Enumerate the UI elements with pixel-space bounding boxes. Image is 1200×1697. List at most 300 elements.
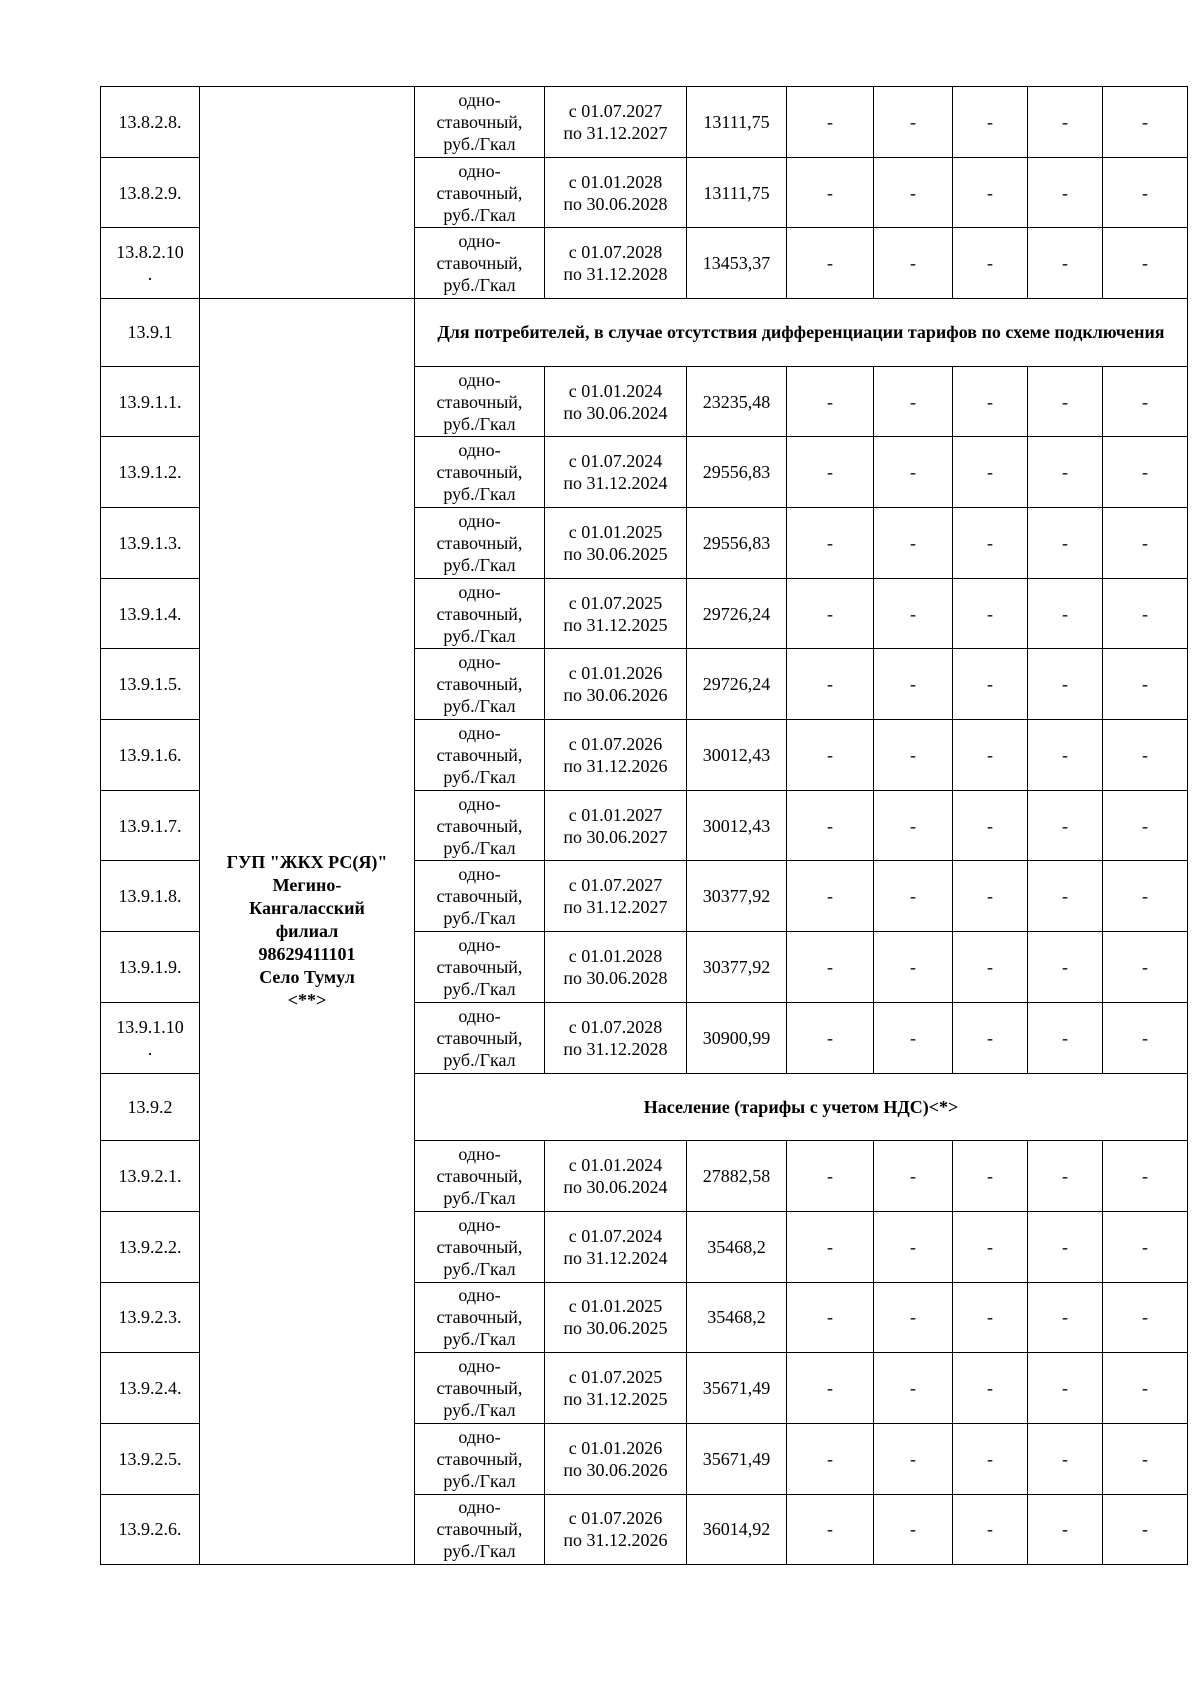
rate-type-line: ставочный, [436,815,523,836]
rate-type-line: руб./Гкал [443,1258,516,1279]
empty-value-dash: - [874,157,953,228]
validity-period-line: по 31.12.2025 [563,614,668,635]
empty-value-dash: - [953,720,1028,791]
empty-value-dash: - [953,790,1028,861]
empty-value-dash: - [1103,790,1188,861]
validity-period [545,861,687,932]
rate-type-line: одно- [458,581,501,602]
table-body [101,87,1188,1565]
rate-type-line: руб./Гкал [443,275,516,296]
row-number-line: 13.9.1.6. [118,744,182,765]
tariff-value: 35671,49 [687,1423,787,1494]
validity-period-line: по 31.12.2024 [563,473,668,494]
validity-period-line: с 01.07.2024 [568,451,663,472]
row-number [101,649,200,720]
row-number-line: . [147,264,153,285]
empty-value-dash: - [1028,1211,1103,1282]
empty-value-dash: - [874,578,953,649]
rate-type-line: одно- [458,652,501,673]
row-number [101,299,200,367]
rate-type [415,790,545,861]
empty-value-dash: - [1028,87,1103,158]
empty-value-dash: - [787,508,874,579]
tariff-value: 29556,83 [687,508,787,579]
empty-value-dash: - [1103,578,1188,649]
rate-type [415,578,545,649]
rate-type [415,720,545,791]
empty-value-dash: - [953,157,1028,228]
tariff-value: 13453,37 [687,228,787,299]
row-number-line: 13.8.2.9. [118,182,182,203]
validity-period-line: по 31.12.2028 [563,264,668,285]
empty-value-dash: - [787,1353,874,1424]
tariff-value: 30900,99 [687,1002,787,1073]
validity-period-line: с 01.07.2026 [568,733,663,754]
validity-period [545,1282,687,1353]
validity-period-line: по 31.12.2025 [563,1389,668,1410]
empty-value-dash: - [874,1494,953,1565]
empty-value-dash: - [953,649,1028,720]
empty-value-dash: - [787,1423,874,1494]
section-row [101,299,1188,367]
validity-period-line: с 01.01.2026 [568,1437,663,1458]
row-number [101,87,200,158]
empty-value-dash: - [1103,1282,1188,1353]
rate-type-line: одно- [458,722,501,743]
validity-period [545,1353,687,1424]
row-number-line: 13.9.2.6. [118,1519,182,1540]
rate-type-line: ставочный, [436,462,523,483]
rate-type-line: одно- [458,864,501,885]
rate-type [415,1494,545,1565]
validity-period-line: с 01.07.2024 [568,1225,663,1246]
validity-period [545,649,687,720]
row-number-line: 13.9.1.1. [118,391,182,412]
row-number-line: 13.9.2.1. [118,1165,182,1186]
empty-value-dash: - [1103,437,1188,508]
row-number [101,861,200,932]
empty-value-dash: - [1028,932,1103,1003]
empty-value-dash: - [787,1282,874,1353]
row-number [101,720,200,791]
rate-type [415,932,545,1003]
rate-type-line: ставочный, [436,1519,523,1540]
empty-value-dash: - [787,366,874,437]
rate-type-line: одно- [458,160,501,181]
empty-value-dash: - [1103,1211,1188,1282]
validity-period-line: с 01.07.2027 [568,100,663,121]
rate-type-line: ставочный, [436,603,523,624]
validity-period [545,228,687,299]
validity-period [545,87,687,158]
empty-value-dash: - [953,1282,1028,1353]
empty-value-dash: - [874,861,953,932]
empty-value-dash: - [874,228,953,299]
rate-type-line: руб./Гкал [443,1470,516,1491]
rate-type-line: одно- [458,793,501,814]
tariff-value: 29726,24 [687,578,787,649]
empty-value-dash: - [953,1002,1028,1073]
empty-value-dash: - [1028,437,1103,508]
empty-value-dash: - [1028,1141,1103,1212]
empty-value-dash: - [787,1211,874,1282]
empty-value-dash: - [1103,87,1188,158]
organization-name [200,299,415,1565]
empty-value-dash: - [1103,649,1188,720]
rate-type-line: ставочный, [436,182,523,203]
empty-value-dash: - [874,1211,953,1282]
empty-value-dash: - [787,228,874,299]
rate-type [415,437,545,508]
rate-type-line: руб./Гкал [443,1329,516,1350]
empty-value-dash: - [953,228,1028,299]
validity-period [545,578,687,649]
empty-value-dash: - [874,1353,953,1424]
empty-value-dash: - [787,720,874,791]
validity-period-line: по 30.06.2026 [563,685,668,706]
empty-value-dash: - [953,1353,1028,1424]
row-number [101,1494,200,1565]
row-number [101,366,200,437]
tariff-value: 30012,43 [687,790,787,861]
empty-value-dash: - [787,1494,874,1565]
rate-type-line: руб./Гкал [443,979,516,999]
organization-name-line: Кангаласский [249,898,365,919]
empty-value-dash: - [953,1423,1028,1494]
empty-value-dash: - [787,87,874,158]
rate-type-line: одно- [458,1005,501,1026]
empty-value-dash: - [1103,1141,1188,1212]
row-number-line: 13.9.2.5. [118,1448,182,1469]
rate-type-line: одно- [458,1214,501,1235]
validity-period [545,508,687,579]
empty-value-dash: - [787,157,874,228]
rate-type-line: одно- [458,1497,501,1518]
validity-period-line: по 31.12.2027 [563,897,668,918]
validity-period-line: с 01.01.2028 [568,171,663,192]
validity-period-line: с 01.07.2025 [568,592,663,613]
row-number-line: 13.9.1.9. [118,957,182,977]
row-number-line: 13.9.1.7. [118,815,182,836]
tariff-value: 30012,43 [687,720,787,791]
validity-period-line: с 01.01.2026 [568,663,663,684]
validity-period-line: по 31.12.2024 [563,1247,668,1268]
tariff-value: 13111,75 [687,157,787,228]
empty-value-dash: - [1103,508,1188,579]
empty-value-dash: - [1028,1423,1103,1494]
row-number [101,578,200,649]
empty-value-dash: - [953,1141,1028,1212]
tariff-value: 27882,58 [687,1141,787,1212]
empty-value-dash: - [874,1141,953,1212]
rate-type [415,228,545,299]
rate-type-line: одно- [458,1356,501,1377]
tariff-value: 29556,83 [687,437,787,508]
rate-type-line: одно- [458,1143,501,1164]
organization-name-line: филиал [275,921,339,942]
rate-type [415,649,545,720]
rate-type-line: ставочный, [436,391,523,412]
rate-type-line: одно- [458,440,501,461]
validity-period-line: по 30.06.2028 [563,193,668,214]
validity-period-line: с 01.07.2026 [568,1508,663,1529]
section-heading: Для потребителей, в случае отсутствия дифференциации тарифов по схеме подключения [415,299,1188,367]
tariff-value: 30377,92 [687,861,787,932]
validity-period-line: по 30.06.2025 [563,543,668,564]
rate-type-line: ставочный, [436,1378,523,1399]
empty-value-dash: - [787,578,874,649]
row-number [101,1002,200,1073]
rate-type [415,1353,545,1424]
empty-value-dash: - [787,932,874,1003]
empty-value-dash: - [1103,1353,1188,1424]
rate-type [415,508,545,579]
row-number-line: 13.9.1.10 [116,1016,184,1037]
row-number-line: 13.9.2.3. [118,1307,182,1328]
rate-type [415,157,545,228]
organization-name-line: Мегино- [272,875,342,896]
empty-value-dash: - [787,437,874,508]
validity-period-line: с 01.07.2025 [568,1367,663,1388]
rate-type-line: руб./Гкал [443,1049,516,1070]
rate-type-line: ставочный, [436,253,523,274]
empty-value-dash: - [1103,720,1188,791]
rate-type-line: руб./Гкал [443,484,516,505]
rate-type-line: ставочный, [436,1236,523,1257]
row-number [101,157,200,228]
rate-type-line: руб./Гкал [443,696,516,717]
organization-blank-cell [200,87,415,299]
validity-period-line: по 30.06.2027 [563,826,668,847]
rate-type-line: руб./Гкал [443,1400,516,1421]
empty-value-dash: - [787,790,874,861]
validity-period-line: с 01.07.2028 [568,242,663,263]
empty-value-dash: - [874,1002,953,1073]
tariff-value: 23235,48 [687,366,787,437]
validity-period-line: по 30.06.2025 [563,1318,668,1339]
rate-type [415,1282,545,1353]
empty-value-dash: - [1028,720,1103,791]
empty-value-dash: - [953,1211,1028,1282]
empty-value-dash: - [874,1282,953,1353]
validity-period [545,790,687,861]
empty-value-dash: - [874,437,953,508]
rate-type-line: ставочный, [436,886,523,907]
row-number-line: . [147,1038,153,1059]
rate-type-line: руб./Гкал [443,554,516,575]
tariff-value: 29726,24 [687,649,787,720]
rate-type [415,87,545,158]
empty-value-dash: - [1028,861,1103,932]
rate-type-line: одно- [458,935,501,955]
tariff-value: 30377,92 [687,932,787,1003]
validity-period-line: с 01.07.2027 [568,875,663,896]
rate-type-line: руб./Гкал [443,625,516,646]
row-number-line: 13.8.2.8. [118,111,182,132]
row-number-line: 13.9.1.3. [118,532,182,553]
rate-type-line: ставочный, [436,1307,523,1328]
rate-type-line: одно- [458,1285,501,1306]
row-number [101,790,200,861]
empty-value-dash: - [1103,1002,1188,1073]
empty-value-dash: - [874,508,953,579]
rate-type-line: ставочный, [436,1165,523,1186]
organization-name-line: 98629411101 [258,944,356,965]
empty-value-dash: - [1028,578,1103,649]
validity-period-line: по 31.12.2026 [563,1530,668,1551]
empty-value-dash: - [1028,649,1103,720]
rate-type-line: ставочный, [436,674,523,695]
empty-value-dash: - [953,87,1028,158]
rate-type-line: одно- [458,1426,501,1447]
rate-type-line: руб./Гкал [443,908,516,929]
empty-value-dash: - [953,861,1028,932]
validity-period [545,1002,687,1073]
rate-type-line: ставочный, [436,1027,523,1048]
tariff-value: 35468,2 [687,1211,787,1282]
validity-period-line: по 30.06.2026 [563,1459,668,1480]
empty-value-dash: - [874,720,953,791]
row-number [101,508,200,579]
row-number-line: 13.9.1.4. [118,603,182,624]
rate-type-line: ставочный, [436,111,523,132]
rate-type-line: руб./Гкал [443,1541,516,1562]
validity-period [545,1423,687,1494]
organization-name-line: Село Тумул [259,967,355,988]
row-number-line: 13.9.1.5. [118,674,182,695]
rate-type [415,1211,545,1282]
rate-type-line: руб./Гкал [443,837,516,858]
rate-type-line: руб./Гкал [443,1187,516,1208]
validity-period [545,157,687,228]
validity-period [545,1494,687,1565]
validity-period-line: с 01.01.2027 [568,804,663,825]
empty-value-dash: - [1103,932,1188,1003]
table-row [101,87,1188,158]
tariff-value: 36014,92 [687,1494,787,1565]
row-number [101,1073,200,1141]
row-number-line: 13.9.2.4. [118,1378,182,1399]
empty-value-dash: - [1028,157,1103,228]
validity-period-line: с 01.01.2028 [568,946,663,966]
rate-type-line: руб./Гкал [443,204,516,225]
validity-period [545,1211,687,1282]
empty-value-dash: - [874,87,953,158]
empty-value-dash: - [953,508,1028,579]
row-number [101,1141,200,1212]
empty-value-dash: - [1028,508,1103,579]
empty-value-dash: - [787,649,874,720]
organization-name-line: ГУП "ЖКХ РС(Я)" [226,852,388,873]
row-number [101,437,200,508]
validity-period-line: по 31.12.2028 [563,1038,668,1059]
row-number-line: 13.9.1.8. [118,886,182,907]
empty-value-dash: - [787,861,874,932]
empty-value-dash: - [1103,366,1188,437]
row-number-line: 13.8.2.10 [116,242,184,263]
rate-type-line: руб./Гкал [443,413,516,434]
organization-name-line: <**> [287,990,327,1011]
empty-value-dash: - [1028,1282,1103,1353]
empty-value-dash: - [1103,157,1188,228]
validity-period-line: с 01.01.2024 [568,380,663,401]
rate-type-line: одно- [458,369,501,390]
row-number [101,228,200,299]
validity-period [545,1141,687,1212]
empty-value-dash: - [874,790,953,861]
empty-value-dash: - [953,437,1028,508]
empty-value-dash: - [874,649,953,720]
validity-period-line: по 30.06.2028 [563,968,668,988]
rate-type [415,1423,545,1494]
empty-value-dash: - [787,1002,874,1073]
empty-value-dash: - [1028,366,1103,437]
empty-value-dash: - [953,366,1028,437]
empty-value-dash: - [953,932,1028,1003]
rate-type [415,1002,545,1073]
validity-period [545,366,687,437]
empty-value-dash: - [953,578,1028,649]
validity-period-line: по 31.12.2026 [563,755,668,776]
row-number [101,1282,200,1353]
row-number [101,932,200,1003]
row-number [101,1211,200,1282]
empty-value-dash: - [1028,1494,1103,1565]
rate-type-line: руб./Гкал [443,133,516,154]
row-number [101,1423,200,1494]
validity-period-line: по 30.06.2024 [563,402,668,423]
row-number-line: 13.9.1 [127,322,173,343]
empty-value-dash: - [874,366,953,437]
validity-period [545,437,687,508]
rate-type-line: ставочный, [436,957,523,977]
validity-period [545,720,687,791]
empty-value-dash: - [1028,1353,1103,1424]
validity-period [545,932,687,1003]
section-heading: Население (тарифы с учетом НДС)<*> [415,1073,1188,1141]
empty-value-dash: - [1028,228,1103,299]
tariff-value: 13111,75 [687,87,787,158]
validity-period-line: с 01.07.2028 [568,1016,663,1037]
rate-type [415,861,545,932]
empty-value-dash: - [787,1141,874,1212]
empty-value-dash: - [1103,1423,1188,1494]
rate-type-line: ставочный, [436,1448,523,1469]
rate-type-line: ставочный, [436,744,523,765]
row-number [101,1353,200,1424]
empty-value-dash: - [1103,228,1188,299]
empty-value-dash: - [953,1494,1028,1565]
validity-period-line: по 31.12.2027 [563,122,668,143]
rate-type-line: одно- [458,231,501,252]
empty-value-dash: - [874,932,953,1003]
validity-period-line: с 01.01.2025 [568,521,663,542]
empty-value-dash: - [1103,1494,1188,1565]
row-number-line: 13.9.2 [127,1096,173,1117]
rate-type-line: одно- [458,510,501,531]
validity-period-line: с 01.01.2024 [568,1154,663,1175]
rate-type-line: руб./Гкал [443,766,516,787]
row-number-line: 13.9.1.2. [118,462,182,483]
tariff-value: 35671,49 [687,1353,787,1424]
tariff-value: 35468,2 [687,1282,787,1353]
validity-period-line: по 30.06.2024 [563,1176,668,1197]
tariff-table [100,86,1188,1565]
row-number-line: 13.9.2.2. [118,1236,182,1257]
empty-value-dash: - [1103,861,1188,932]
rate-type-line: ставочный, [436,532,523,553]
validity-period-line: с 01.01.2025 [568,1296,663,1317]
